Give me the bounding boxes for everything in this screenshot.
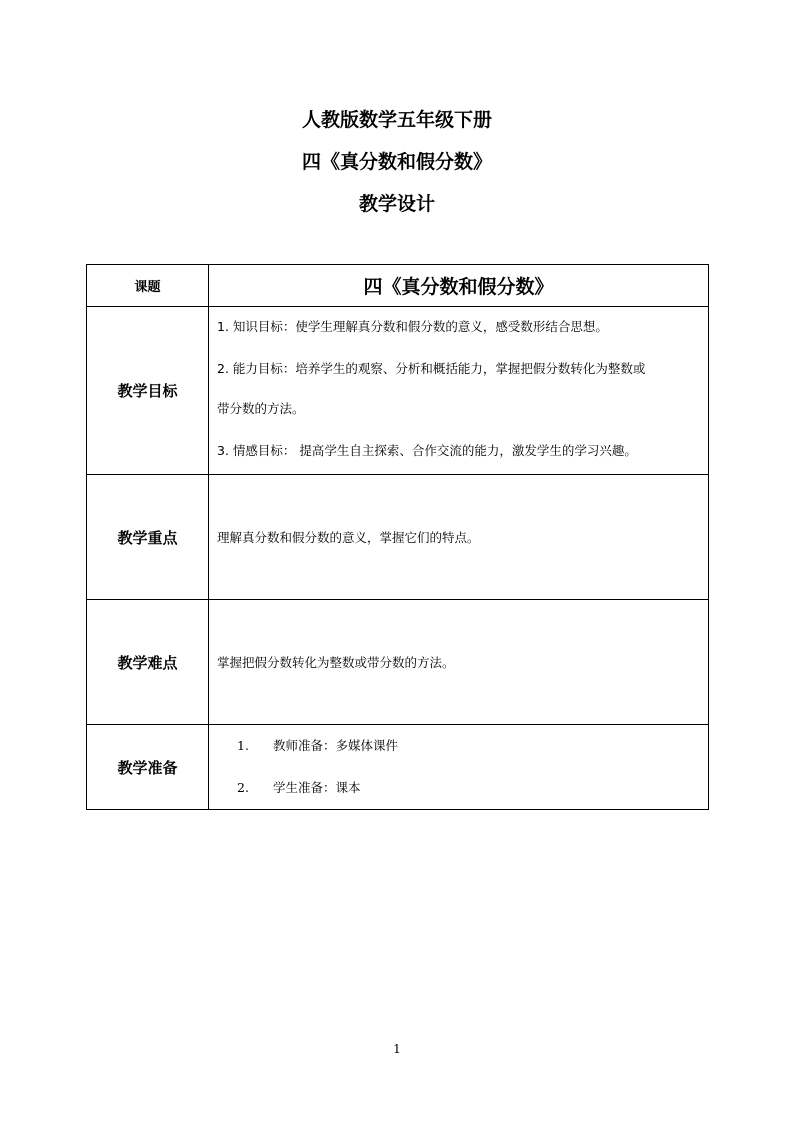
title-design: 教学设计 bbox=[358, 193, 435, 215]
topic-label: 课题 bbox=[87, 265, 209, 307]
list-item-text: 教师准备：多媒体课件 bbox=[273, 738, 399, 753]
row-preparation bbox=[87, 725, 709, 810]
page-number: 1 bbox=[393, 1042, 401, 1056]
key-points-text: 理解真分数和假分数的意义，掌握它们的特点。 bbox=[209, 475, 709, 600]
key-points-label: 教学重点 bbox=[87, 475, 209, 600]
objective-ability: 2. 能力目标：培养学生的观察、分析和概括能力，掌握把假分数转化为整数或 bbox=[217, 361, 646, 376]
difficulties-label: 教学难点 bbox=[87, 600, 209, 725]
objectives-content bbox=[209, 307, 709, 475]
list-item-text: 学生准备：课本 bbox=[273, 780, 361, 795]
objective-knowledge: 1. 知识目标：使学生理解真分数和假分数的意义，感受数形结合思想。 bbox=[217, 319, 608, 334]
row-key-points bbox=[87, 475, 709, 600]
title-lesson: 四《真分数和假分数》 bbox=[301, 151, 492, 173]
preparation-list bbox=[209, 736, 708, 798]
row-topic bbox=[87, 265, 709, 307]
preparation-content bbox=[209, 725, 709, 810]
lesson-plan-table bbox=[86, 264, 709, 810]
row-objectives bbox=[87, 307, 709, 475]
preparation-item-teacher bbox=[209, 736, 708, 756]
topic-value: 四《真分数和假分数》 bbox=[209, 265, 709, 307]
list-number: 2. bbox=[237, 780, 249, 795]
list-number: 1. bbox=[237, 738, 249, 753]
objectives-label: 教学目标 bbox=[87, 307, 209, 475]
row-difficulties bbox=[87, 600, 709, 725]
preparation-label: 教学准备 bbox=[87, 725, 209, 810]
preparation-item-student bbox=[209, 778, 708, 798]
difficulties-text: 掌握把假分数转化为整数或带分数的方法。 bbox=[209, 600, 709, 725]
objective-ability-continued: 带分数的方法。 bbox=[217, 401, 305, 416]
title-textbook: 人教版数学五年级下册 bbox=[301, 109, 492, 131]
objective-emotion: 3. 情感目标： 提高学生自主探索、合作交流的能力，激发学生的学习兴趣。 bbox=[217, 443, 637, 458]
